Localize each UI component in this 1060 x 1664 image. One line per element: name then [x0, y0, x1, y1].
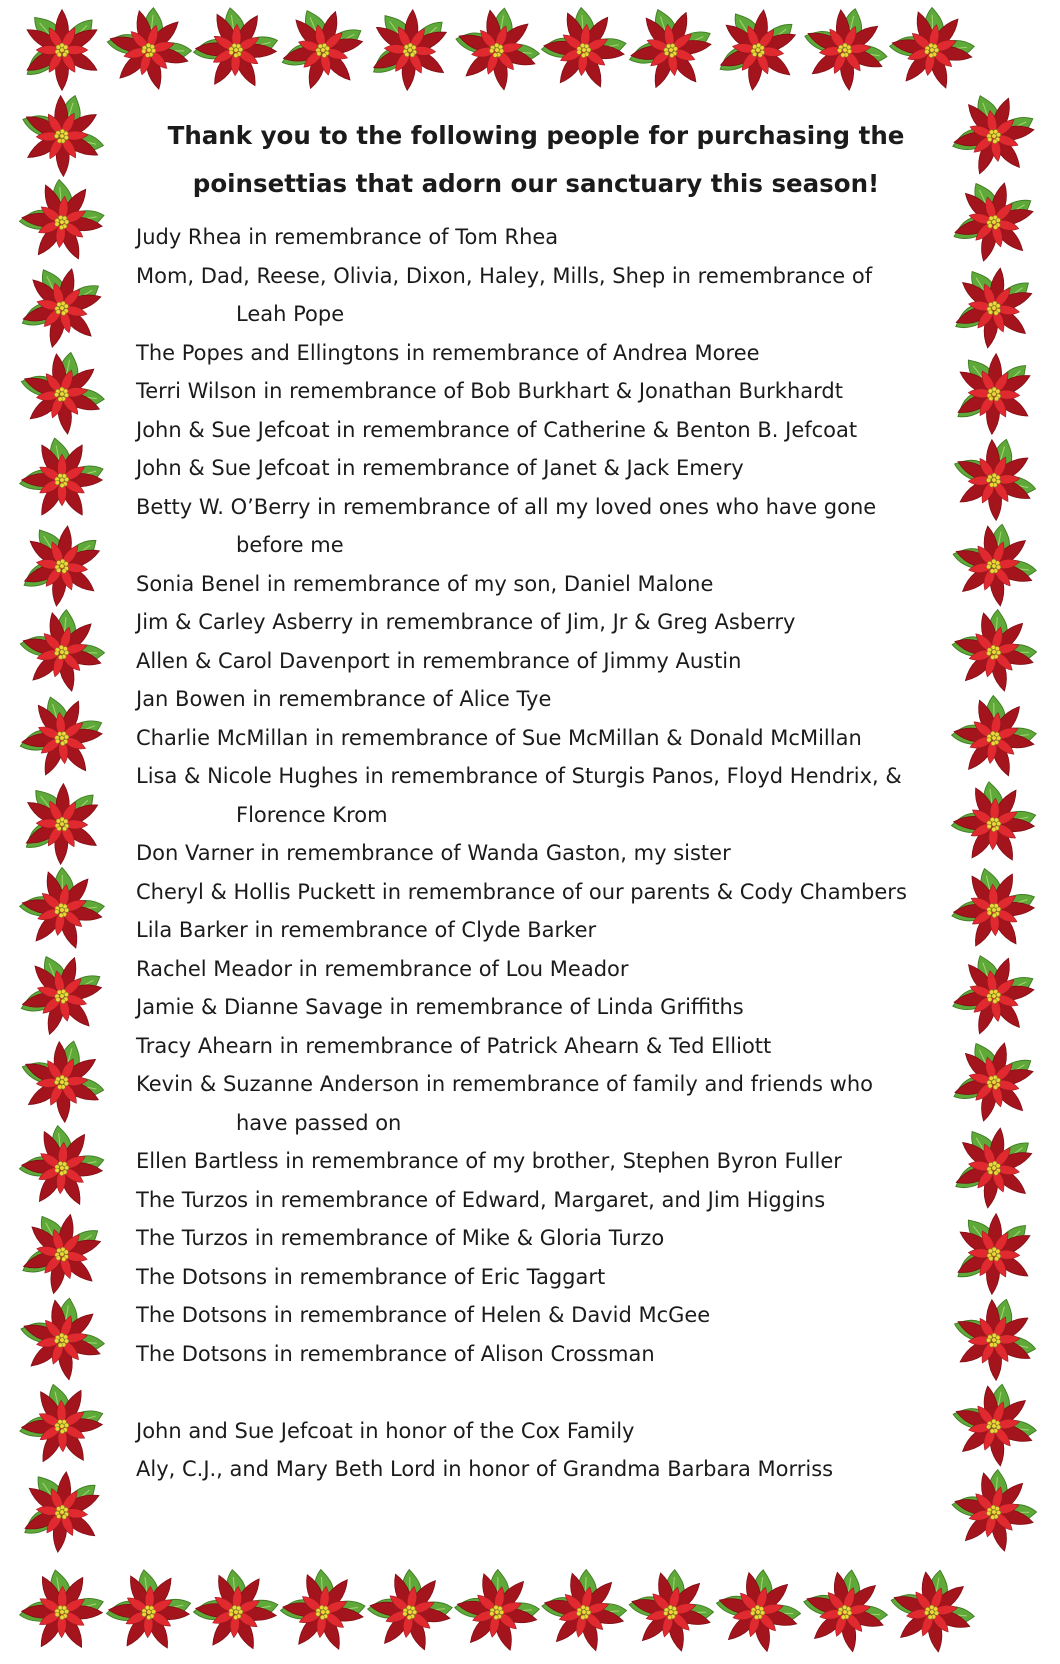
poinsettia-icon	[12, 259, 110, 357]
poinsettia-icon	[19, 782, 102, 866]
list-item: The Dotsons in remembrance of Helen & David McGee	[136, 1303, 711, 1327]
title-line-2: poinsettias that adorn our sanctuary this season!	[192, 169, 880, 198]
title-line-1: Thank you to the following people for purchasing the	[167, 121, 905, 150]
list-item: The Turzos in remembrance of Edward, Margaret, and Jim Higgins	[136, 1187, 826, 1212]
poinsettia-icon	[943, 172, 1042, 271]
list-item: John & Sue Jefcoat in remembrance of Janet & Jack Emery	[136, 456, 744, 480]
poinsettia-icon	[5, 1556, 116, 1664]
poinsettia-icon	[91, 0, 205, 106]
poinsettia-icon	[526, 0, 639, 106]
list-item: Kevin & Suzanne Anderson in remembrance of family and friends who have passed on	[136, 1072, 874, 1135]
poinsettia-icon	[20, 10, 101, 91]
poinsettia-icon	[943, 1032, 1042, 1131]
poinsettia-icon	[179, 0, 290, 105]
poinsettia-icon	[179, 1555, 291, 1664]
poinsettia-icon	[6, 79, 117, 190]
list-item: Lisa & Nicole Hughes in remembrance of Sturgis Panos, Floyd Hendrix, & Florence Krom	[136, 764, 902, 827]
poinsettia-icon	[874, 0, 988, 106]
poinsettia-icon	[7, 684, 114, 791]
poinsettia-icon	[941, 83, 1045, 187]
list-item: The Dotsons in remembrance of Alison Crossman	[136, 1341, 655, 1366]
poinsettia-icon	[937, 767, 1049, 879]
poinsettia-icon	[4, 852, 118, 966]
poinsettia-icon	[366, 7, 452, 93]
list-item: The Popes and Ellingtons in remembrance of Andrea Moree	[136, 340, 760, 365]
poinsettia-icon	[936, 508, 1050, 622]
list-item: Don Varner in remembrance of Wanda Gaston, my sister	[136, 841, 731, 865]
list-item: Judy Rhea in remembrance of Tom Rhea	[136, 225, 559, 249]
list-item: Ellen Bartless in remembrance of my brother, Stephen Byron Fuller	[136, 1149, 842, 1173]
poinsettia-icon	[938, 855, 1047, 964]
poinsettia-icon	[936, 1368, 1050, 1482]
list-item: Allen & Carol Davenport in remembrance of Jimmy Austin	[136, 648, 742, 673]
poinsettia-icon	[950, 351, 1035, 436]
poinsettia-icon	[92, 1555, 204, 1664]
honor-item: Aly, C.J., and Mary Beth Lord in honor of Grandma Barbara Morriss	[136, 1457, 834, 1481]
poinsettia-icon	[937, 1283, 1049, 1395]
page-title	[136, 112, 936, 208]
poinsettia-icon	[874, 1554, 988, 1664]
poinsettia-icon	[5, 1025, 117, 1137]
poinsettia-icon	[13, 1206, 109, 1302]
poinsettia-icon	[15, 520, 106, 611]
poinsettia-icon	[950, 1211, 1035, 1296]
list-item: Lila Barker in remembrance of Clyde Barker	[136, 918, 597, 942]
poinsettia-icon	[936, 1454, 1050, 1568]
poinsettia-icon	[439, 0, 553, 106]
poinsettia-icon	[4, 165, 117, 278]
poinsettia-icon	[711, 4, 802, 95]
poinsettia-icon	[700, 1554, 814, 1664]
list-item: The Turzos in remembrance of Mike & Gloria Turzo	[136, 1226, 665, 1250]
list-item: Terri Wilson in remembrance of Bob Burkhart & Jonathan Burkhardt	[136, 379, 843, 403]
list-item: The Dotsons in remembrance of Eric Taggart	[136, 1264, 606, 1289]
poinsettia-icon	[947, 261, 1039, 354]
poinsettia-icon	[4, 336, 117, 449]
poinsettia-icon	[787, 1554, 901, 1664]
poinsettia-icon	[352, 1554, 466, 1664]
list-item: Cheryl & Hollis Puckett in remembrance of our parents & Cody Chambers	[136, 879, 907, 904]
poinsettia-icon	[4, 594, 118, 708]
list-item: Jan Bowen in remembrance of Alice Tye	[136, 687, 552, 711]
poinsettia-icon	[5, 1111, 117, 1223]
poinsettia-icon	[6, 424, 116, 534]
poinsettia-icon	[439, 1554, 553, 1664]
list-item: Jim & Carley Asberry in remembrance of Jim, Jr & Greg Asberry	[136, 610, 796, 634]
list-item: Mom, Dad, Reese, Olivia, Dixon, Haley, Mills, Shep in remembrance of Leah Pope	[136, 263, 873, 326]
poinsettia-icon	[617, 0, 722, 102]
poinsettia-icon	[937, 423, 1049, 535]
list-item: Sonia Benel in remembrance of my son, Daniel Malone	[136, 571, 714, 596]
list-spacer	[136, 1373, 936, 1412]
poinsettia-icon	[936, 594, 1050, 708]
poinsettia-icon	[6, 1371, 115, 1480]
list-item: Charlie McMillan in remembrance of Sue McMillan & Donald McMillan	[136, 725, 862, 750]
poinsettia-icon	[10, 945, 112, 1047]
remembrance-list	[136, 218, 936, 1489]
list-item: Betty W. O’Berry in remembrance of all my loved ones who have gone before me	[136, 494, 877, 557]
poinsettia-icon	[526, 1554, 640, 1664]
poinsettia-icon	[613, 1554, 727, 1664]
poinsettia-icon	[936, 680, 1050, 794]
poinsettia-icon	[16, 1467, 105, 1556]
document-body	[136, 112, 936, 1489]
poinsettia-icon	[947, 1121, 1039, 1214]
list-item: John & Sue Jefcoat in remembrance of Catherine & Benton B. Jefcoat	[136, 417, 858, 442]
poinsettia-icon	[941, 943, 1045, 1047]
list-item: Jamie & Dianne Savage in remembrance of Linda Griffiths	[136, 995, 744, 1019]
honor-item: John and Sue Jefcoat in honor of the Cox Family	[136, 1418, 635, 1443]
list-item: Rachel Meador in remembrance of Lou Meador	[136, 956, 629, 981]
poinsettia-icon	[788, 0, 901, 105]
list-item: Tracy Ahearn in remembrance of Patrick Ahearn & Ted Elliott	[136, 1033, 772, 1058]
poinsettia-icon	[271, 0, 373, 101]
poinsettia-icon	[4, 1282, 118, 1396]
poinsettia-icon	[265, 1555, 378, 1664]
